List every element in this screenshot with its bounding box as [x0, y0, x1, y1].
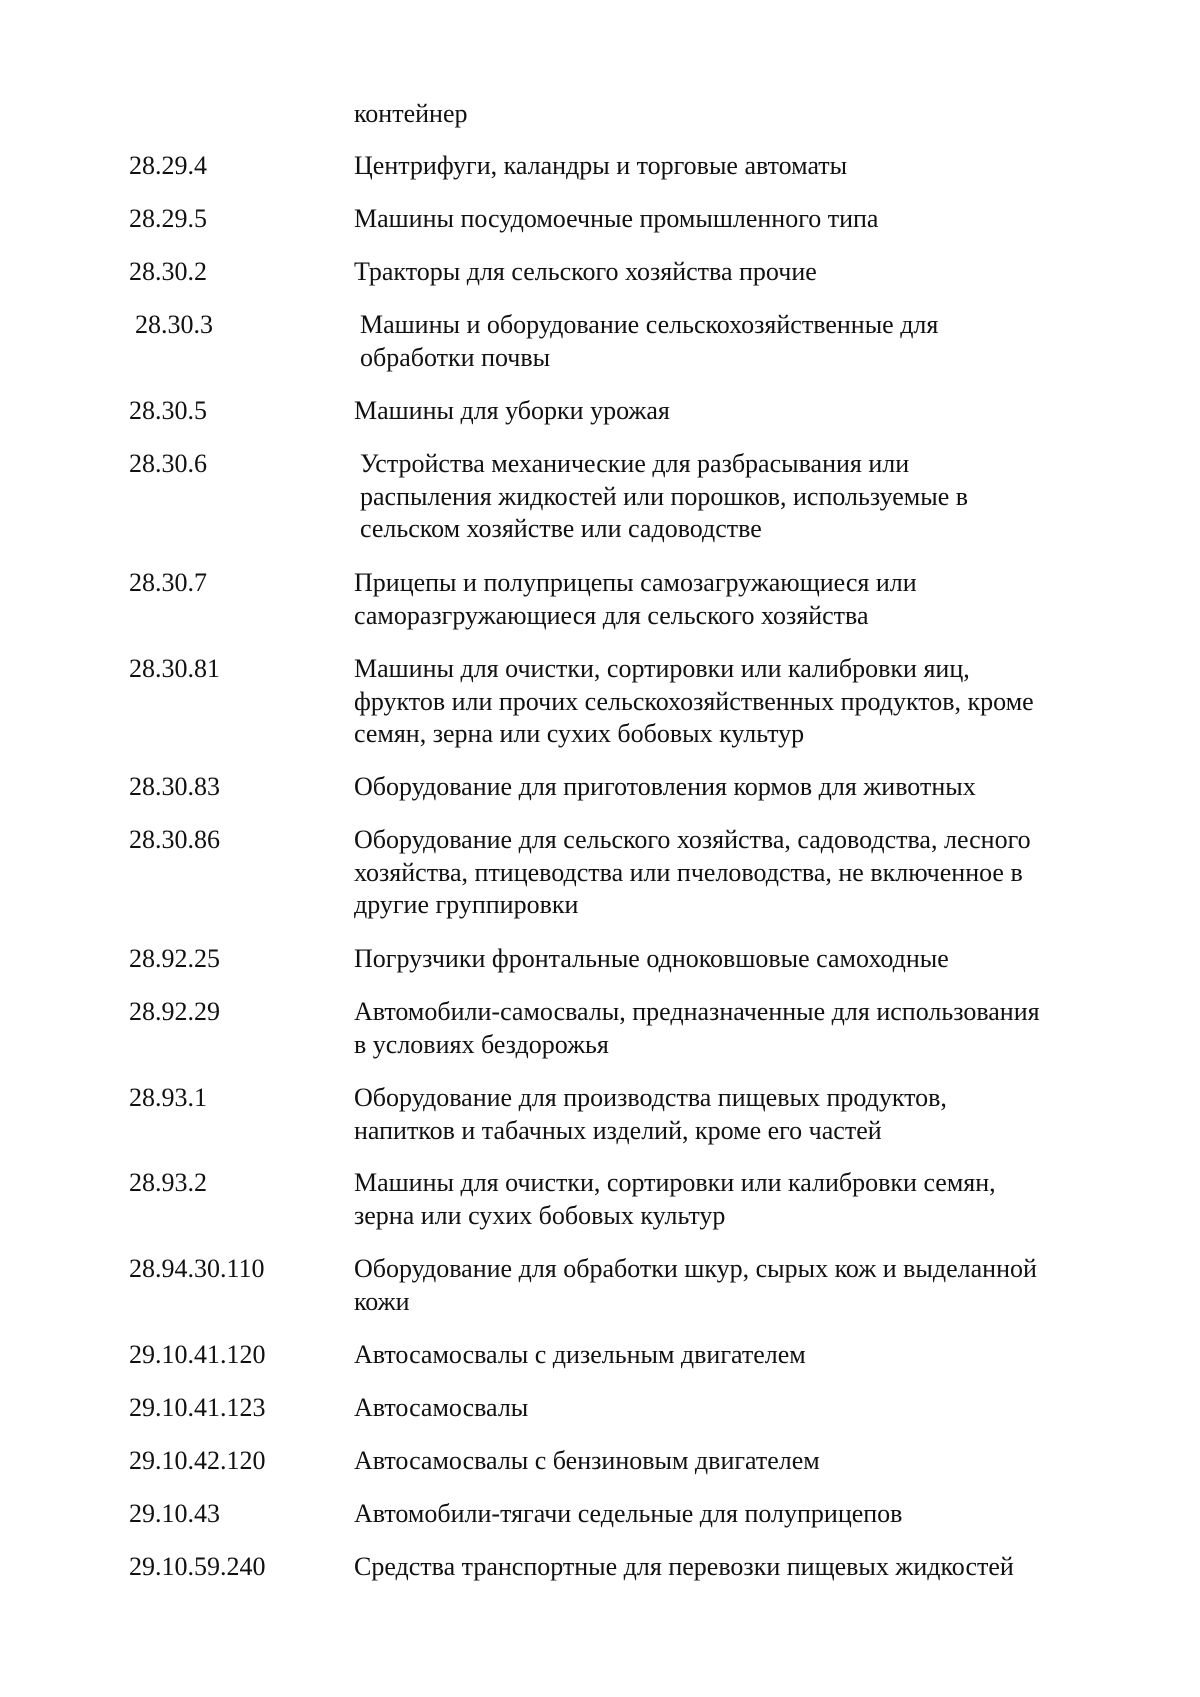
- item-description: [354, 1339, 1114, 1372]
- item-code: 28.30.2: [129, 257, 207, 286]
- item-description: [354, 1392, 1114, 1425]
- item-code: 29.10.59.240: [129, 1552, 266, 1581]
- description-line: сельском хозяйстве или садоводстве: [360, 514, 762, 543]
- item-code: 28.92.25: [129, 944, 220, 973]
- description-line: фруктов или прочих сельскохозяйственных продуктов, кроме: [354, 686, 1034, 716]
- description-line: Средства транспортные для перевозки пищевых жидкостей: [354, 1552, 1014, 1581]
- item-code: 28.30.83: [129, 772, 220, 801]
- description-line: Машины для уборки урожая: [354, 396, 670, 425]
- item-description: [354, 567, 1114, 632]
- item-description: [354, 1082, 1114, 1147]
- description-line: Машины и оборудование сельскохозяйственные для: [360, 310, 939, 339]
- item-description: [354, 1445, 1114, 1478]
- item-code: 29.10.43: [129, 1499, 220, 1528]
- item-code: 28.30.5: [129, 396, 207, 425]
- description-line: Прицепы и полуприцепы самозагружающиеся или: [354, 568, 917, 597]
- item-code: 29.10.41.120: [129, 1340, 266, 1369]
- description-line: напитков и табачных изделий, кроме его частей: [354, 1115, 882, 1145]
- description-line: кожи: [354, 1286, 410, 1316]
- description-line: Автомобили-тягачи седельные для полуприцепов: [354, 1499, 903, 1528]
- description-line: хозяйства, птицеводства или пчеловодства, не включенное в: [354, 857, 1023, 887]
- item-code: 28.30.3: [135, 310, 213, 339]
- item-code: 28.29.5: [129, 204, 207, 233]
- item-description: [354, 824, 1114, 922]
- description-line: Автосамосвалы с бензиновым двигателем: [354, 1446, 820, 1475]
- item-description: [354, 1253, 1114, 1318]
- item-description: [354, 1167, 1114, 1232]
- description-line: Машины для очистки, сортировки или калибровки семян,: [354, 1168, 996, 1197]
- description-line: Оборудование для сельского хозяйства, садоводства, лесного: [354, 825, 1031, 854]
- item-code: 28.30.7: [129, 568, 207, 597]
- description-line: Центрифуги, каландры и торговые автоматы: [354, 151, 848, 180]
- description-line: другие группировки: [354, 890, 579, 919]
- item-description: [360, 309, 1120, 374]
- item-description: [354, 203, 1114, 236]
- item-code: 28.92.29: [129, 997, 220, 1026]
- description-line: Автомобили-самосвалы, предназначенные для использования: [354, 997, 1040, 1026]
- item-description: [354, 1551, 1114, 1584]
- description-line: Автосамосвалы с дизельным двигателем: [354, 1340, 806, 1369]
- description-line: Автосамосвалы: [354, 1393, 529, 1422]
- item-code: 29.10.41.123: [129, 1393, 266, 1422]
- item-code: 28.93.1: [129, 1083, 207, 1112]
- item-description: [354, 771, 1114, 804]
- description-line: Оборудование для приготовления кормов для животных: [354, 772, 976, 801]
- item-code: 28.30.81: [129, 654, 220, 683]
- description-line: Машины посудомоечные промышленного типа: [354, 204, 879, 233]
- description-line: Устройства механические для разбрасывания или: [360, 449, 910, 478]
- description-line: контейнер: [354, 99, 468, 128]
- item-code: 29.10.42.120: [129, 1446, 266, 1475]
- item-description: [360, 448, 1120, 546]
- item-description: [354, 150, 1114, 183]
- item-description: [354, 1498, 1114, 1531]
- item-code: 28.94.30.110: [129, 1254, 265, 1283]
- item-code: 28.29.4: [129, 151, 207, 180]
- description-line: в условиях бездорожья: [354, 1029, 609, 1059]
- description-line: саморазгружающиеся для сельского хозяйства: [354, 600, 869, 630]
- item-description: [354, 395, 1114, 428]
- item-description: [354, 98, 1114, 131]
- description-line: Оборудование для обработки шкур, сырых кож и выделанной: [354, 1254, 1037, 1283]
- description-line: Оборудование для производства пищевых продуктов,: [354, 1083, 947, 1112]
- description-line: семян, зерна или сухих бобовых культур: [354, 719, 805, 748]
- description-line: Машины для очистки, сортировки или калибровки яиц,: [354, 654, 970, 683]
- item-description: [354, 653, 1114, 751]
- item-description: [354, 996, 1114, 1061]
- description-line: обработки почвы: [360, 342, 551, 372]
- item-code: 28.30.6: [129, 449, 207, 478]
- description-line: Тракторы для сельского хозяйства прочие: [354, 257, 817, 286]
- item-description: [354, 256, 1114, 289]
- item-description: [354, 943, 1114, 976]
- description-line: распыления жидкостей или порошков, используемые в: [360, 481, 969, 511]
- description-line: Погрузчики фронтальные одноковшовые самоходные: [354, 944, 949, 973]
- item-code: 28.93.2: [129, 1168, 207, 1197]
- description-line: зерна или сухих бобовых культур: [354, 1200, 726, 1230]
- item-code: 28.30.86: [129, 825, 220, 854]
